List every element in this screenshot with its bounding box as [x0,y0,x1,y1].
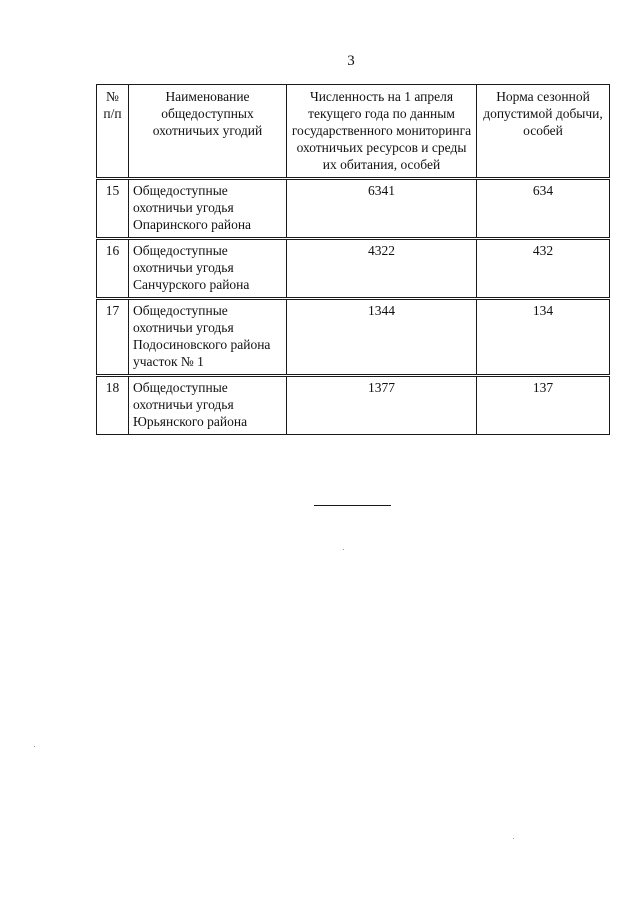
row-name: Общедоступные охотничьи угодья Подосиновского района участок № 1 [129,299,287,376]
page-number: 3 [347,53,355,69]
row-name: Общедоступные охотничьи угодья Опаринского района [129,179,287,239]
scan-speck [343,549,344,550]
table-row [97,239,610,299]
row-name: Общедоступные охотничьи угодья Юрьянского района [129,376,287,435]
header-population: Численность на 1 апреля текущего года по данным государственного мониторинга охотничьих ресурсов и среды их обитания, особей [287,85,477,179]
row-population: 1344 [287,299,477,376]
row-population: 4322 [287,239,477,299]
scan-speck [34,746,35,747]
row-quota: 432 [477,239,610,299]
header-quota: Норма сезонной допустимой добычи, особей [477,85,610,179]
scan-speck [513,838,514,839]
row-quota: 134 [477,299,610,376]
table-row [97,376,610,435]
row-number: 16 [97,239,129,299]
row-number: 18 [97,376,129,435]
end-separator-line [314,505,391,506]
hunting-quota-table [96,84,610,435]
table-row [97,299,610,376]
row-quota: 137 [477,376,610,435]
row-population: 1377 [287,376,477,435]
row-number: 17 [97,299,129,376]
header-number: № п/п [97,85,129,179]
table-row [97,179,610,239]
header-name: Наименование общедоступных охотничьих угодий [129,85,287,179]
row-number: 15 [97,179,129,239]
row-name: Общедоступные охотничьи угодья Санчурского района [129,239,287,299]
row-quota: 634 [477,179,610,239]
row-population: 6341 [287,179,477,239]
table-header-row [97,85,610,179]
